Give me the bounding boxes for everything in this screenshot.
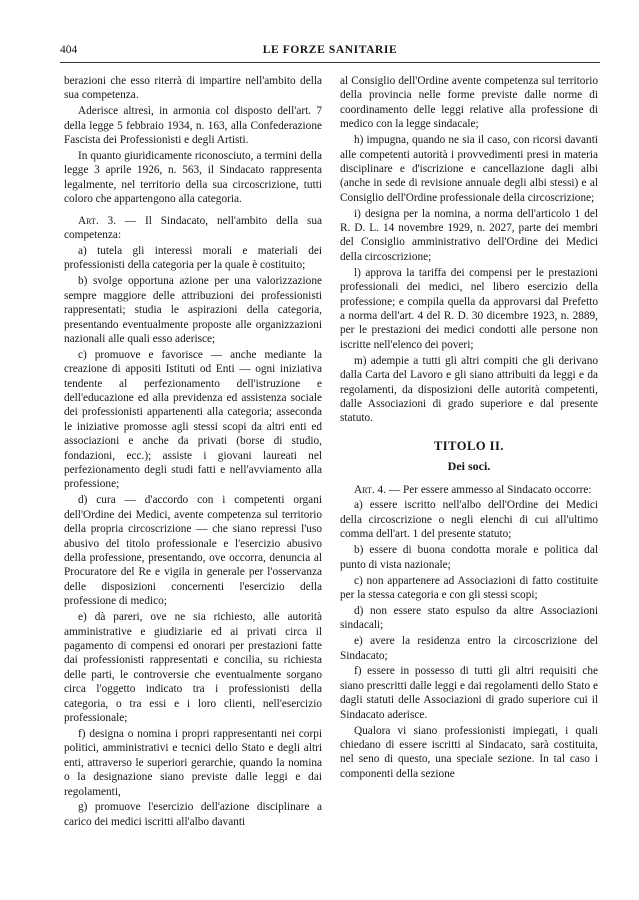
paragraph: berazioni che esso riterrà di impartire nell'ambito della sua competenza. (64, 75, 322, 102)
running-title: LE FORZE SANITARIE (262, 44, 398, 56)
list-item: m) adempie a tutti gli altri compiti che gli derivano dalla Carta del Lavoro e gli siano attribuiti da leggi e da regolamenti, da disposizioni delle autorità competenti, dalle Associazioni di grado superiore e dal presente statuto. (340, 354, 598, 425)
paragraph: al Consiglio dell'Ordine avente competenza sul territorio della provincia nelle forme previste dalle norme di coordinamento delle leggi relative alla professione di medico con la legge sindacale; (340, 75, 598, 131)
paragraph: Aderisce altresì, in armonia col disposto dell'art. 7 della legge 5 febbraio 1934, n. 163, alla Confederazione Fascista dei Professionisti e degli Artisti. (64, 105, 322, 147)
list-item: d) cura — d'accordo con i competenti organi dell'Ordine dei Medici, avente competenza sul territorio della propria circoscrizione — che siano repressi l'uso abusivo del titolo professionale e l'esercizio abusivo della professione, presentando, ove occorra, denuncia al Procuratore del Re e vigila in generale per l'osservanza delle disposizioni concernenti l'esercizio della professione di medico; (64, 494, 322, 608)
header-rule (60, 62, 600, 63)
list-item: e) dà pareri, ove ne sia richiesto, alle autorità amministrative e giudiziarie ed ai privati circa il pagamento di compensi ed onorari per prestazioni fatte dai professionisti rappresentati e concilia, su richiesta delle parti, le controversie che eventualmente sorgano circa l'oggetto indicato tra i professionisti della categoria, o tra essi e i loro clienti, nell'esercizio professionale; (64, 611, 322, 724)
list-item: e) avere la residenza entro la circoscrizione del Sindacato; (340, 635, 598, 662)
list-item: a) essere iscritto nell'albo dell'Ordine dei Medici della circoscrizione o negli elenchi di cui all'ultimo comma dell'art. 1 del presente statuto; (340, 499, 598, 541)
paragraph: Qualora vi siano professionisti impiegati, i quali chiedano di essere iscritti al Sindacato, sarà costituita, nel seno di questo, una speciale sezione. In tal caso i componenti della sezione (340, 724, 598, 780)
article-3-text: — Il Sindacato, nell'ambito della sua competenza: (64, 214, 323, 242)
list-item: l) approva la tariffa dei compensi per le prestazioni professionali dei medici, nel libero esercizio della professione; e compila quella da approvarsi dal Prefetto a norma dell'art. 4 del R. D. 30 dicembre 1923, n. 2889, per le prestazioni dei medici condotti alle persone non iscritte nell'elenco dei poveri; (340, 266, 598, 351)
list-item: f) designa o nomina i propri rappresentanti nei corpi politici, amministrativi e tecnici dello Stato e degli altri enti, attraverso le superiori gerarchie, quando la nomina o la designazione siano previste dalle leggi e dai regolamenti, (64, 727, 322, 798)
article-3-intro (64, 214, 322, 243)
right-column (340, 74, 598, 781)
list-item: a) tutela gli interessi morali e materiali dei professionisti della categoria per la quale è costituito; (64, 244, 322, 272)
list-item: c) promuove e favorisce — anche mediante la creazione di appositi Istituti od Enti — ogni iniziativa tendente al perfezionamento dell'istruzione e dell'educazione ed alla previdenza ed assistenza sociale dei professionisti appartenenti alla categoria; asseconda le iniziative promosse agli stessi scopi da altri enti ed associazioni e anche da privati (borse di studio, fondazioni, ecc.); assiste i giovani laureati nel perfezionamento degli studi fatti e nell'avviamento alla professione; (64, 348, 322, 491)
section-subtitle: Dei soci. (447, 459, 491, 474)
article-4-intro (340, 483, 598, 497)
list-item: i) designa per la nomina, a norma dell'articolo 1 del R. D. L. 14 novembre 1929, n. 2027, parte dei membri del Consiglio amministrativo dell'Ordine dei Medici della circoscrizione; (340, 207, 598, 263)
list-item: d) non essere stato espulso da altre Associazioni sindacali; (340, 604, 598, 632)
article-3-label: Art. 3. (78, 214, 117, 227)
article-4-label: Art. 4. (354, 483, 387, 496)
list-item: b) essere di buona condotta morale e politica dal punto di vista nazionale; (340, 544, 598, 571)
list-item: h) impugna, quando ne sia il caso, con ricorsi davanti alle competenti autorità i provvedimenti presi in materia disciplinare e d'iscrizione e cancellazione dagli albi (anche in sede di revisione annuale degli albi stessi) e al Consiglio dell'Ordine professionale della circoscrizione; (340, 134, 598, 204)
section-title: TITOLO II. (433, 438, 505, 453)
list-item: f) essere in possesso di tutti gli altri requisiti che siano prescritti dalle leggi e dai regolamenti dello Stato e dagli statuti delle Associazioni di grado superiore cui il Sindacato aderisce. (340, 665, 598, 721)
page-number: 404 (60, 44, 78, 56)
article-4-text: — Per essere ammesso al Sindacato occorre: (388, 483, 592, 496)
page-header (60, 44, 600, 60)
list-item: b) svolge opportuna azione per una valorizzazione sempre maggiore delle attribuzioni dei professionisti rappresentati; studia le aspirazioni della categoria, presentando eventualmente proposte alle organizzazioni nazionali alle quali esso aderisce; (64, 275, 322, 345)
paragraph: In quanto giuridicamente riconosciuto, a termini della legge 3 aprile 1926, n. 563, il Sindacato rappresenta legalmente, nel territorio della sua circoscrizione, tutti coloro che appartengono alla categoria. (64, 150, 322, 206)
left-column (64, 74, 322, 829)
list-item: g) promuove l'esercizio dell'azione disciplinare a carico dei medici iscritti all'albo davanti (64, 801, 322, 828)
list-item: c) non appartenere ad Associazioni di fatto costituite per la stessa categoria e con gli stessi scopi; (340, 574, 598, 601)
